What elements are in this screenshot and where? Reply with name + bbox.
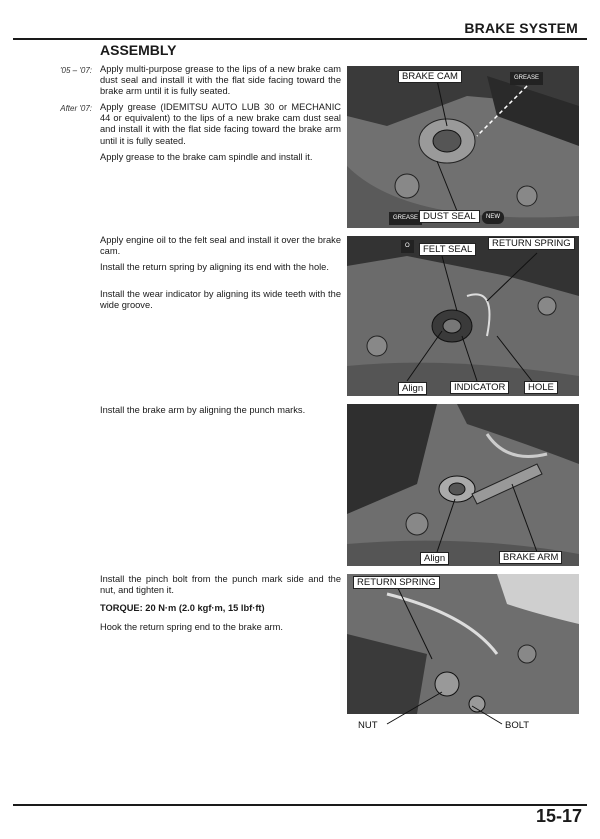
label-align: Align xyxy=(398,382,427,395)
step-paragraph: Apply grease (IDEMITSU AUTO LUB 30 or MECHANIC 44 or equivalent) to the lips of a new brake cam dust seal and install it with the flat side facing toward the brake arm until it is fully seated. xyxy=(100,102,341,146)
brake-arm-illustration xyxy=(347,404,579,566)
figure-brake-arm-photo xyxy=(347,404,579,566)
footer-rule xyxy=(13,804,587,806)
label-hole: HOLE xyxy=(524,381,558,394)
step-paragraph: Install the brake arm by aligning the punch marks. xyxy=(100,405,306,415)
label-indicator: INDICATOR xyxy=(450,381,509,394)
felt-seal-illustration xyxy=(347,236,579,396)
torque-spec: TORQUE: 20 N·m (2.0 kgf·m, 15 lbf·ft) xyxy=(100,603,265,613)
pinch-bolt-illustration xyxy=(347,574,579,736)
label-brake-cam: BRAKE CAM xyxy=(398,70,462,83)
label-brake-arm: BRAKE ARM xyxy=(499,551,562,564)
step-paragraph: Install the pinch bolt from the punch mark side and the nut, and tighten it. xyxy=(100,574,341,596)
step-paragraph: Hook the return spring end to the brake arm. xyxy=(100,622,283,632)
step-paragraph: Apply engine oil to the felt seal and install it over the brake cam. xyxy=(100,235,341,257)
step-paragraph: Install the wear indicator by aligning its wide teeth with the wide groove. xyxy=(100,289,341,311)
oil-icon: O xyxy=(401,240,414,253)
brake-cam-illustration xyxy=(347,66,579,228)
step-paragraph: Install the return spring by aligning its end with the hole. xyxy=(100,262,329,272)
label-felt-seal: FELT SEAL xyxy=(419,243,476,256)
section-title: ASSEMBLY xyxy=(100,42,177,58)
label-dust-seal: DUST SEAL xyxy=(419,210,480,223)
grease-icon: GREASE xyxy=(510,72,543,85)
figure-pinch-bolt-photo xyxy=(347,574,579,736)
model-year-tag: '05 – '07: xyxy=(60,66,92,75)
new-part-icon: NEW xyxy=(482,211,504,224)
page-header-title: BRAKE SYSTEM xyxy=(464,20,578,36)
label-return-spring: RETURN SPRING xyxy=(353,576,440,589)
step-paragraph: Apply multi-purpose grease to the lips of a new brake cam dust seal and install it with the flat side facing toward the brake arm until it is fully seated. xyxy=(100,64,341,97)
label-return-spring: RETURN SPRING xyxy=(488,237,575,250)
header-rule xyxy=(13,38,587,40)
page-number: 15-17 xyxy=(535,806,582,826)
label-align: Align xyxy=(420,552,449,565)
label-nut: NUT xyxy=(358,720,378,731)
label-bolt: BOLT xyxy=(505,720,530,731)
figure-felt-seal-photo xyxy=(347,236,579,396)
model-year-tag: After '07: xyxy=(60,104,92,113)
step-paragraph: Apply grease to the brake cam spindle and install it. xyxy=(100,152,313,162)
grease-icon: GREASE xyxy=(389,212,422,225)
figure-brake-cam-photo xyxy=(347,66,579,228)
